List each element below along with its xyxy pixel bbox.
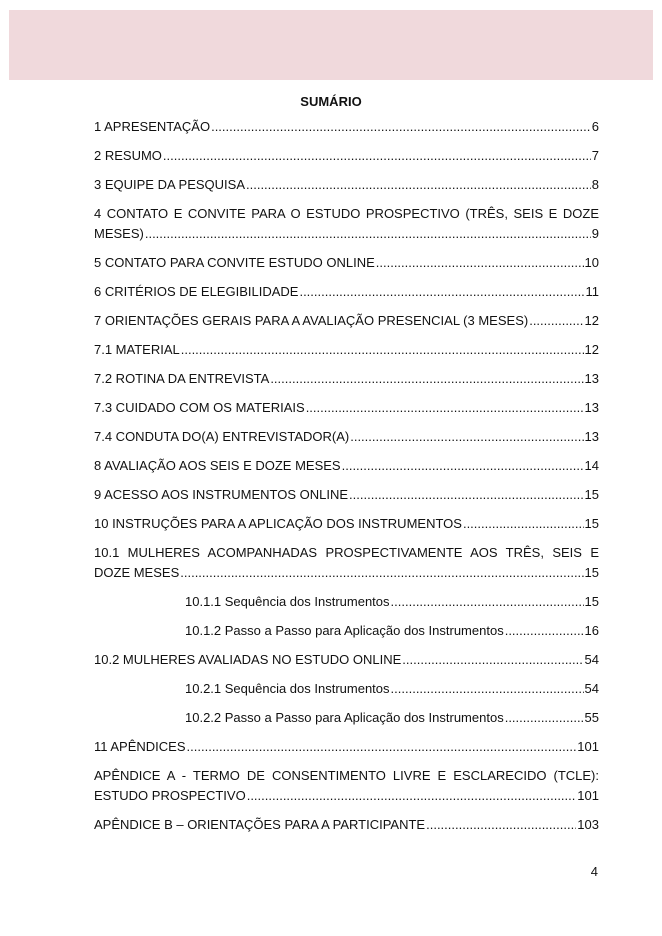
toc-entry-text: 10.1.1 Sequência dos Instrumentos bbox=[185, 594, 390, 609]
toc-entry-page: 14 bbox=[584, 458, 599, 473]
toc-entry-page: 103 bbox=[577, 817, 599, 832]
toc-entry-mulheres-prospectivas[interactable] bbox=[94, 543, 599, 583]
toc-entry-passo-a-passo-2[interactable] bbox=[94, 708, 599, 728]
leader-dots bbox=[391, 679, 584, 699]
toc-entry-page: 101 bbox=[577, 739, 599, 754]
leader-dots bbox=[181, 340, 584, 360]
toc-entry-text: 7.3 CUIDADO COM OS MATERIAIS bbox=[94, 400, 305, 415]
toc-entry-text-line1: 10.1 MULHERES ACOMPANHADAS PROSPECTIVAMENTE AOS TRÊS, SEIS E bbox=[94, 545, 599, 560]
toc-entry-page: 101 bbox=[577, 788, 599, 803]
leader-dots bbox=[246, 175, 591, 195]
toc-entry-text: 10.2.1 Sequência dos Instrumentos bbox=[185, 681, 390, 696]
table-of-contents bbox=[94, 117, 599, 844]
toc-entry-instrucoes[interactable] bbox=[94, 514, 599, 534]
toc-entry-conduta[interactable] bbox=[94, 427, 599, 447]
toc-title: SUMÁRIO bbox=[300, 94, 362, 109]
toc-entry-text-line1: 4 CONTATO E CONVITE PARA O ESTUDO PROSPECTIVO (TRÊS, SEIS E DOZE bbox=[94, 206, 599, 221]
toc-entry-sequencia-1[interactable] bbox=[94, 592, 599, 612]
toc-entry-sequencia-2[interactable] bbox=[94, 679, 599, 699]
toc-entry-text: 10.2.2 Passo a Passo para Aplicação dos Instrumentos bbox=[185, 710, 504, 725]
leader-dots bbox=[505, 708, 584, 728]
toc-entry-apendice-b[interactable] bbox=[94, 815, 599, 835]
toc-entry-text: 3 EQUIPE DA PESQUISA bbox=[94, 177, 245, 192]
leader-dots bbox=[402, 650, 583, 670]
toc-entry-page: 13 bbox=[584, 400, 599, 415]
leader-dots bbox=[187, 737, 577, 757]
leader-dots bbox=[463, 514, 584, 534]
leader-dots bbox=[163, 146, 591, 166]
toc-entry-equipe[interactable] bbox=[94, 175, 599, 195]
toc-entry-page: 6 bbox=[591, 119, 599, 134]
leader-dots bbox=[299, 282, 584, 302]
toc-entry-text: 6 CRITÉRIOS DE ELEGIBILIDADE bbox=[94, 284, 299, 299]
toc-entry-page: 9 bbox=[591, 226, 599, 241]
toc-entry-text: 10.1.2 Passo a Passo para Aplicação dos Instrumentos bbox=[185, 623, 504, 638]
toc-entry-passo-a-passo-1[interactable] bbox=[94, 621, 599, 641]
toc-entry-text: 1 APRESENTAÇÃO bbox=[94, 119, 211, 134]
toc-entry-page: 13 bbox=[584, 429, 599, 444]
toc-entry-page: 15 bbox=[584, 565, 599, 580]
toc-entry-text: DOZE MESES bbox=[94, 565, 180, 580]
leader-dots bbox=[247, 786, 577, 806]
toc-entry-resumo[interactable] bbox=[94, 146, 599, 166]
header-band bbox=[9, 10, 653, 80]
leader-dots bbox=[391, 592, 584, 612]
toc-entry-page: 15 bbox=[584, 487, 599, 502]
page-number: 4 bbox=[590, 864, 598, 879]
toc-entry-cuidado[interactable] bbox=[94, 398, 599, 418]
toc-entry-text: 7 ORIENTAÇÕES GERAIS PARA A AVALIAÇÃO PRESENCIAL (3 MESES) bbox=[94, 313, 529, 328]
toc-entry-page: 12 bbox=[584, 313, 599, 328]
leader-dots bbox=[426, 815, 576, 835]
toc-entry-apresentacao[interactable] bbox=[94, 117, 599, 137]
toc-entry-text-line1: APÊNDICE A - TERMO DE CONSENTIMENTO LIVRE E ESCLARECIDO (TCLE): bbox=[94, 768, 599, 783]
leader-dots bbox=[376, 253, 584, 273]
toc-entry-contato-online[interactable] bbox=[94, 253, 599, 273]
toc-entry-page: 11 bbox=[585, 284, 599, 299]
toc-entry-mulheres-online[interactable] bbox=[94, 650, 599, 670]
toc-entry-page: 15 bbox=[584, 594, 599, 609]
leader-dots bbox=[349, 485, 583, 505]
leader-dots bbox=[145, 224, 591, 244]
toc-entry-page: 13 bbox=[584, 371, 599, 386]
toc-entry-text: 10 INSTRUÇÕES PARA A APLICAÇÃO DOS INSTRUMENTOS bbox=[94, 516, 462, 531]
toc-entry-criterios[interactable] bbox=[94, 282, 599, 302]
toc-entry-text: APÊNDICE B – ORIENTAÇÕES PARA A PARTICIPANTE bbox=[94, 817, 426, 832]
toc-entry-text: 9 ACESSO AOS INSTRUMENTOS ONLINE bbox=[94, 487, 349, 502]
toc-entry-page: 10 bbox=[584, 255, 599, 270]
toc-entry-text: 7.4 CONDUTA DO(A) ENTREVISTADOR(A) bbox=[94, 429, 350, 444]
toc-entry-rotina[interactable] bbox=[94, 369, 599, 389]
toc-entry-page: 7 bbox=[591, 148, 599, 163]
toc-entry-text: MESES) bbox=[94, 226, 144, 241]
leader-dots bbox=[342, 456, 584, 476]
toc-entry-text: 7.1 MATERIAL bbox=[94, 342, 180, 357]
leader-dots bbox=[306, 398, 584, 418]
toc-entry-page: 54 bbox=[584, 652, 599, 667]
toc-entry-text: 8 AVALIAÇÃO AOS SEIS E DOZE MESES bbox=[94, 458, 341, 473]
toc-entry-text: 7.2 ROTINA DA ENTREVISTA bbox=[94, 371, 270, 386]
toc-entry-page: 15 bbox=[584, 516, 599, 531]
toc-entry-text: ESTUDO PROSPECTIVO bbox=[94, 788, 246, 803]
toc-entry-page: 16 bbox=[584, 623, 599, 638]
toc-entry-avaliacao-seis-doze[interactable] bbox=[94, 456, 599, 476]
leader-dots bbox=[529, 311, 583, 331]
toc-entry-page: 54 bbox=[584, 681, 599, 696]
toc-entry-orientacoes-gerais[interactable] bbox=[94, 311, 599, 331]
toc-entry-acesso-online[interactable] bbox=[94, 485, 599, 505]
toc-entry-page: 12 bbox=[584, 342, 599, 357]
toc-entry-contato-convite[interactable] bbox=[94, 204, 599, 244]
toc-entry-apendices[interactable] bbox=[94, 737, 599, 757]
toc-entry-material[interactable] bbox=[94, 340, 599, 360]
toc-entry-text: 10.2 MULHERES AVALIADAS NO ESTUDO ONLINE bbox=[94, 652, 402, 667]
toc-entry-apendice-a[interactable] bbox=[94, 766, 599, 806]
leader-dots bbox=[180, 563, 583, 583]
leader-dots bbox=[505, 621, 584, 641]
toc-entry-page: 8 bbox=[591, 177, 599, 192]
toc-entry-text: 5 CONTATO PARA CONVITE ESTUDO ONLINE bbox=[94, 255, 375, 270]
toc-entry-page: 55 bbox=[584, 710, 599, 725]
toc-entry-text: 2 RESUMO bbox=[94, 148, 162, 163]
leader-dots bbox=[350, 427, 583, 447]
leader-dots bbox=[270, 369, 583, 389]
toc-entry-text: 11 APÊNDICES bbox=[94, 739, 186, 754]
leader-dots bbox=[211, 117, 591, 137]
